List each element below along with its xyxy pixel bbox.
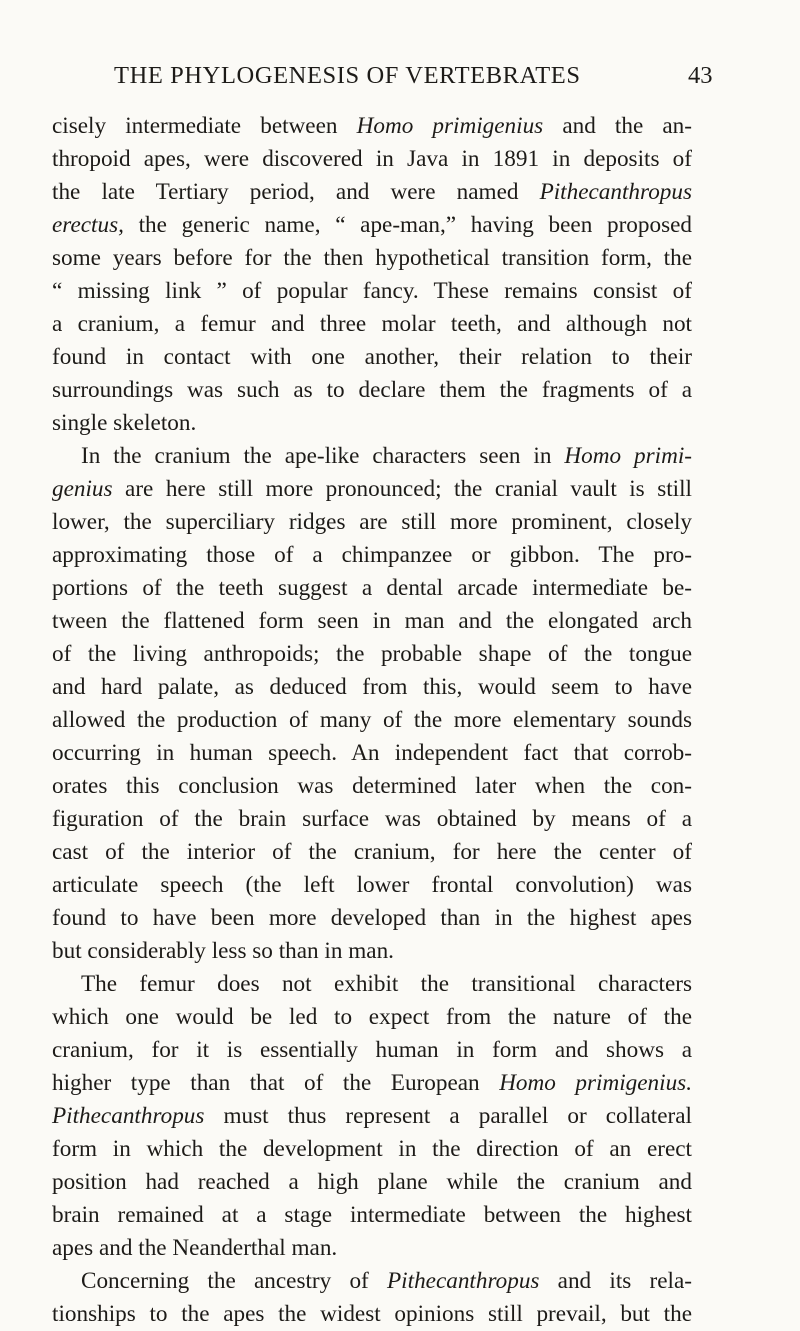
text-line <box>52 1298 692 1331</box>
text-run: lower, the superciliary ridges are still more prominent, closely <box>52 509 692 535</box>
text-run: form in which the development in the direction of an erect <box>52 1136 692 1162</box>
text-line <box>52 869 692 902</box>
text-line <box>52 1265 692 1298</box>
text-run: orates this conclusion was determined later when the con- <box>52 773 692 799</box>
text-run: and the an- <box>543 113 692 139</box>
text-line <box>52 605 692 638</box>
text-line <box>52 374 692 407</box>
text-run: tionships to the apes the widest opinions still prevail, but the <box>52 1301 692 1327</box>
text-line <box>52 1133 692 1166</box>
text-line <box>52 1001 692 1034</box>
text-line <box>52 110 692 143</box>
text-line <box>52 770 692 803</box>
text-line <box>52 737 692 770</box>
text-run: occurring in human speech. An independent fact that corrob- <box>52 740 692 766</box>
text-run: surroundings was such as to declare them the fragments of a <box>52 377 692 403</box>
text-line <box>52 572 692 605</box>
text-line <box>52 539 692 572</box>
text-line <box>52 1232 692 1265</box>
text-run: allowed the production of many of the more elementary sounds <box>52 707 692 733</box>
italic-run: Homo primi- <box>564 443 693 469</box>
italic-run: Pithecanthropus <box>539 179 692 205</box>
text-run: thropoid apes, were discovered in Java in 1891 in deposits of <box>52 146 692 172</box>
text-run: cast of the interior of the cranium, for here the center of <box>52 839 692 865</box>
text-line <box>52 473 692 506</box>
text-run: portions of the teeth suggest a dental arcade intermediate be- <box>52 575 692 601</box>
text-line <box>52 275 692 308</box>
text-line <box>52 902 692 935</box>
body-text <box>52 110 692 1331</box>
text-line <box>52 1067 692 1100</box>
text-run: brain remained at a stage intermediate between the highest <box>52 1202 692 1228</box>
text-line <box>52 1166 692 1199</box>
text-run: The femur does not exhibit the transitional characters <box>81 971 692 997</box>
text-line <box>52 143 692 176</box>
text-line <box>52 242 692 275</box>
text-line <box>52 935 692 968</box>
text-line <box>52 836 692 869</box>
text-run: the late Tertiary period, and were named <box>52 179 540 205</box>
text-run: but considerably less so than in man. <box>52 938 394 964</box>
text-run: position had reached a high plane while the cranium and <box>52 1169 692 1195</box>
page-number: 43 <box>688 62 713 89</box>
text-run: found to have been more developed than in the highest apes <box>52 905 692 931</box>
text-line <box>52 1034 692 1067</box>
text-run: found in contact with one another, their relation to their <box>52 344 692 370</box>
text-run: In the cranium the ape-like characters seen in <box>81 443 565 469</box>
text-run: cisely intermediate between <box>52 113 357 139</box>
text-line <box>52 440 692 473</box>
italic-run: erectus, <box>52 212 124 238</box>
text-run: articulate speech (the left lower frontal convolution) was <box>52 872 692 898</box>
text-line <box>52 968 692 1001</box>
text-run: tween the flattened form seen in man and the elongated arch <box>52 608 692 634</box>
text-line <box>52 1100 692 1133</box>
text-line <box>52 671 692 704</box>
text-run: apes and the Neanderthal man. <box>52 1235 338 1261</box>
text-run: approximating those of a chimpanzee or gibbon. The pro- <box>52 542 692 568</box>
text-run: are here still more pronounced; the cranial vault is still <box>112 476 692 502</box>
text-line <box>52 341 692 374</box>
text-run: figuration of the brain surface was obtained by means of a <box>52 806 692 832</box>
italic-run: genius <box>52 476 113 502</box>
text-line <box>52 638 692 671</box>
text-run: some years before for the then hypothetical transition form, the <box>52 245 692 271</box>
text-run: cranium, for it is essentially human in form and shows a <box>52 1037 692 1063</box>
italic-run: Pithecanthropus <box>52 1103 205 1129</box>
text-line <box>52 176 692 209</box>
running-head <box>0 62 800 98</box>
text-run: which one would be led to expect from the nature of the <box>52 1004 692 1030</box>
italic-run: Homo primigenius <box>356 113 544 139</box>
text-line <box>52 506 692 539</box>
running-title: THE PHYLOGENESIS OF VERTEBRATES <box>114 62 581 89</box>
text-run: the generic name, “ ape-man,” having been proposed <box>123 212 692 238</box>
italic-run: Pithecanthropus <box>387 1268 540 1294</box>
text-run: higher type than that of the European <box>52 1070 500 1096</box>
text-run: of the living anthropoids; the probable shape of the tongue <box>52 641 692 667</box>
text-line <box>52 704 692 737</box>
text-line <box>52 308 692 341</box>
text-line <box>52 1199 692 1232</box>
italic-run: Homo primigenius. <box>499 1070 692 1096</box>
text-line <box>52 209 692 242</box>
text-run: Concerning the ancestry of <box>81 1268 388 1294</box>
text-line <box>52 407 692 440</box>
text-run: “ missing link ” of popular fancy. These remains consist of <box>52 278 692 304</box>
text-run: and its rela- <box>539 1268 692 1294</box>
text-run: single skeleton. <box>52 410 197 436</box>
text-run: must thus represent a parallel or collateral <box>204 1103 692 1129</box>
text-line <box>52 803 692 836</box>
text-run: and hard palate, as deduced from this, would seem to have <box>52 674 692 700</box>
text-run: a cranium, a femur and three molar teeth, and although not <box>52 311 692 337</box>
